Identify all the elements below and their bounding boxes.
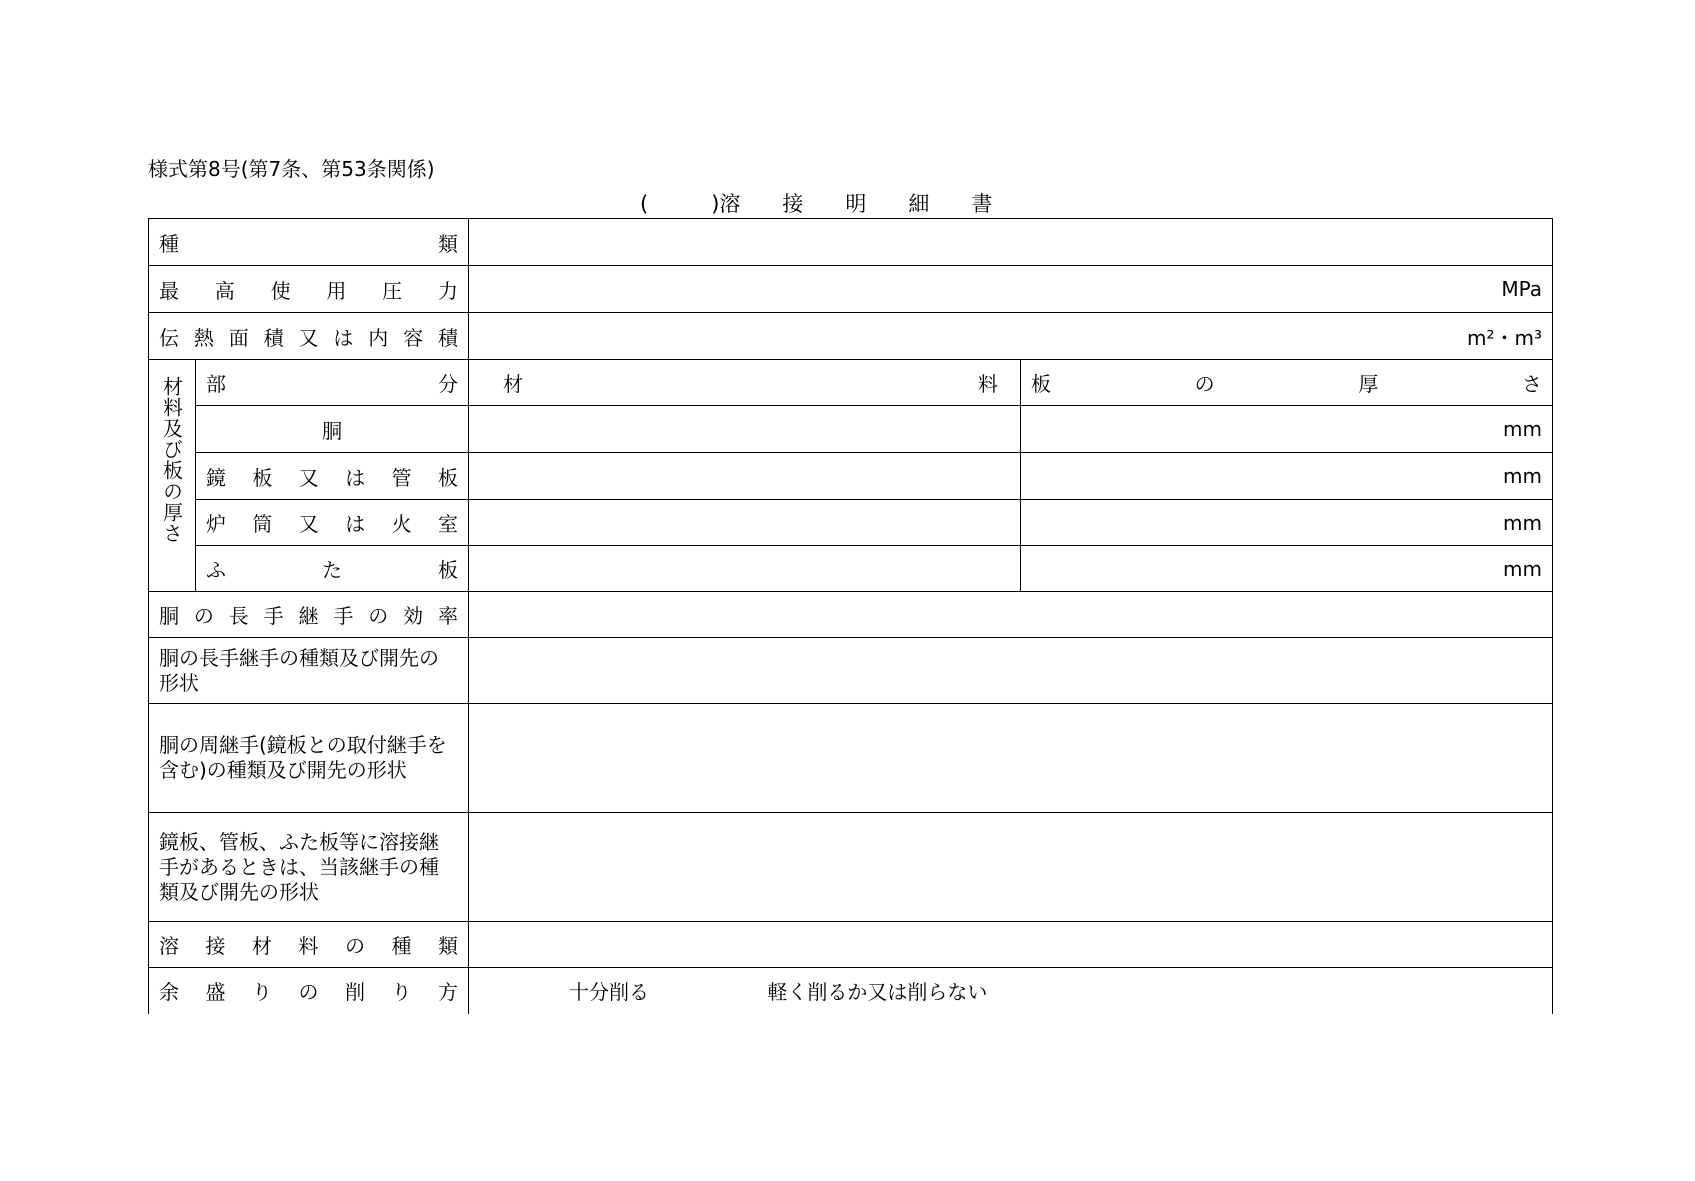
area-volume-unit: m²・m³ [1467, 325, 1542, 350]
joint-efficiency-field[interactable] [469, 592, 1553, 638]
circ-joint-label: 胴の周継手(鏡板との取付継手を含む)の種類及び開先の形状 [149, 704, 469, 813]
reinforcement-options [469, 968, 1553, 1014]
row-materials-header [149, 360, 1553, 406]
thickness-unit: mm [1503, 464, 1542, 488]
row-long-joint [149, 638, 1553, 704]
row-area-volume [149, 313, 1553, 360]
thickness-unit: mm [1503, 417, 1542, 441]
reinforcement-option-light[interactable]: 軽く削るか又は削らない [767, 980, 988, 1005]
max-pressure-label: 最高使用圧力 [149, 266, 469, 313]
material-field[interactable] [469, 406, 1021, 453]
materials-group-label: 材料及び板の厚さ [159, 376, 184, 544]
long-joint-field[interactable] [469, 638, 1553, 704]
thickness-unit: mm [1503, 510, 1542, 535]
area-volume-value-field[interactable] [469, 313, 1553, 360]
joint-efficiency-label: 胴の長手継手の効率 [149, 592, 469, 638]
material-part-name: ふた板 [196, 546, 469, 592]
material-field[interactable] [469, 453, 1021, 500]
material-part-name: 胴 [196, 406, 469, 453]
thickness-field[interactable] [1021, 453, 1553, 500]
head-joint-field[interactable] [469, 813, 1553, 922]
part-column-header: 部分 [196, 360, 469, 406]
form-title: ( )溶 接 明 細 書 [640, 192, 993, 216]
max-pressure-unit: MPa [1501, 277, 1542, 301]
weld-spec-table [148, 218, 1553, 1014]
thickness-column-header: 板の厚さ [1021, 360, 1553, 406]
thickness-unit: mm [1503, 556, 1542, 581]
thickness-field[interactable] [1021, 546, 1553, 592]
row-weld-material [149, 922, 1553, 968]
materials-group-cell [149, 360, 196, 592]
reinforcement-option-full[interactable]: 十分削る [569, 980, 649, 1005]
form-number: 様式第8号(第7条、第53条関係) [148, 157, 435, 181]
weld-material-label: 溶接材料の種類 [149, 922, 469, 968]
row-circ-joint [149, 704, 1553, 813]
row-reinforcement [149, 968, 1553, 1014]
area-volume-label: 伝熱面積又は内容積 [149, 313, 469, 360]
material-field[interactable] [469, 546, 1021, 592]
material-part-name: 炉筒又は火室 [196, 500, 469, 546]
row-type [149, 219, 1553, 266]
circ-joint-field[interactable] [469, 704, 1553, 813]
row-joint-efficiency [149, 592, 1553, 638]
thickness-field[interactable] [1021, 500, 1553, 546]
row-head-joint [149, 813, 1553, 922]
reinforcement-label: 余盛りの削り方 [149, 968, 469, 1014]
type-value-field[interactable] [469, 219, 1553, 266]
weld-material-field[interactable] [469, 922, 1553, 968]
material-column-header: 材料 [469, 360, 1021, 406]
material-part-name: 鏡板又は管板 [196, 453, 469, 500]
material-row [149, 546, 1553, 592]
material-row [149, 500, 1553, 546]
material-row [149, 453, 1553, 500]
long-joint-label: 胴の長手継手の種類及び開先の形状 [149, 638, 469, 704]
material-field[interactable] [469, 500, 1021, 546]
material-row [149, 406, 1553, 453]
thickness-field[interactable] [1021, 406, 1553, 453]
max-pressure-value-field[interactable] [469, 266, 1553, 313]
type-label: 種類 [149, 219, 469, 266]
row-max-pressure [149, 266, 1553, 313]
head-joint-label: 鏡板、管板、ふた板等に溶接継手があるときは、当該継手の種類及び開先の形状 [149, 813, 469, 922]
